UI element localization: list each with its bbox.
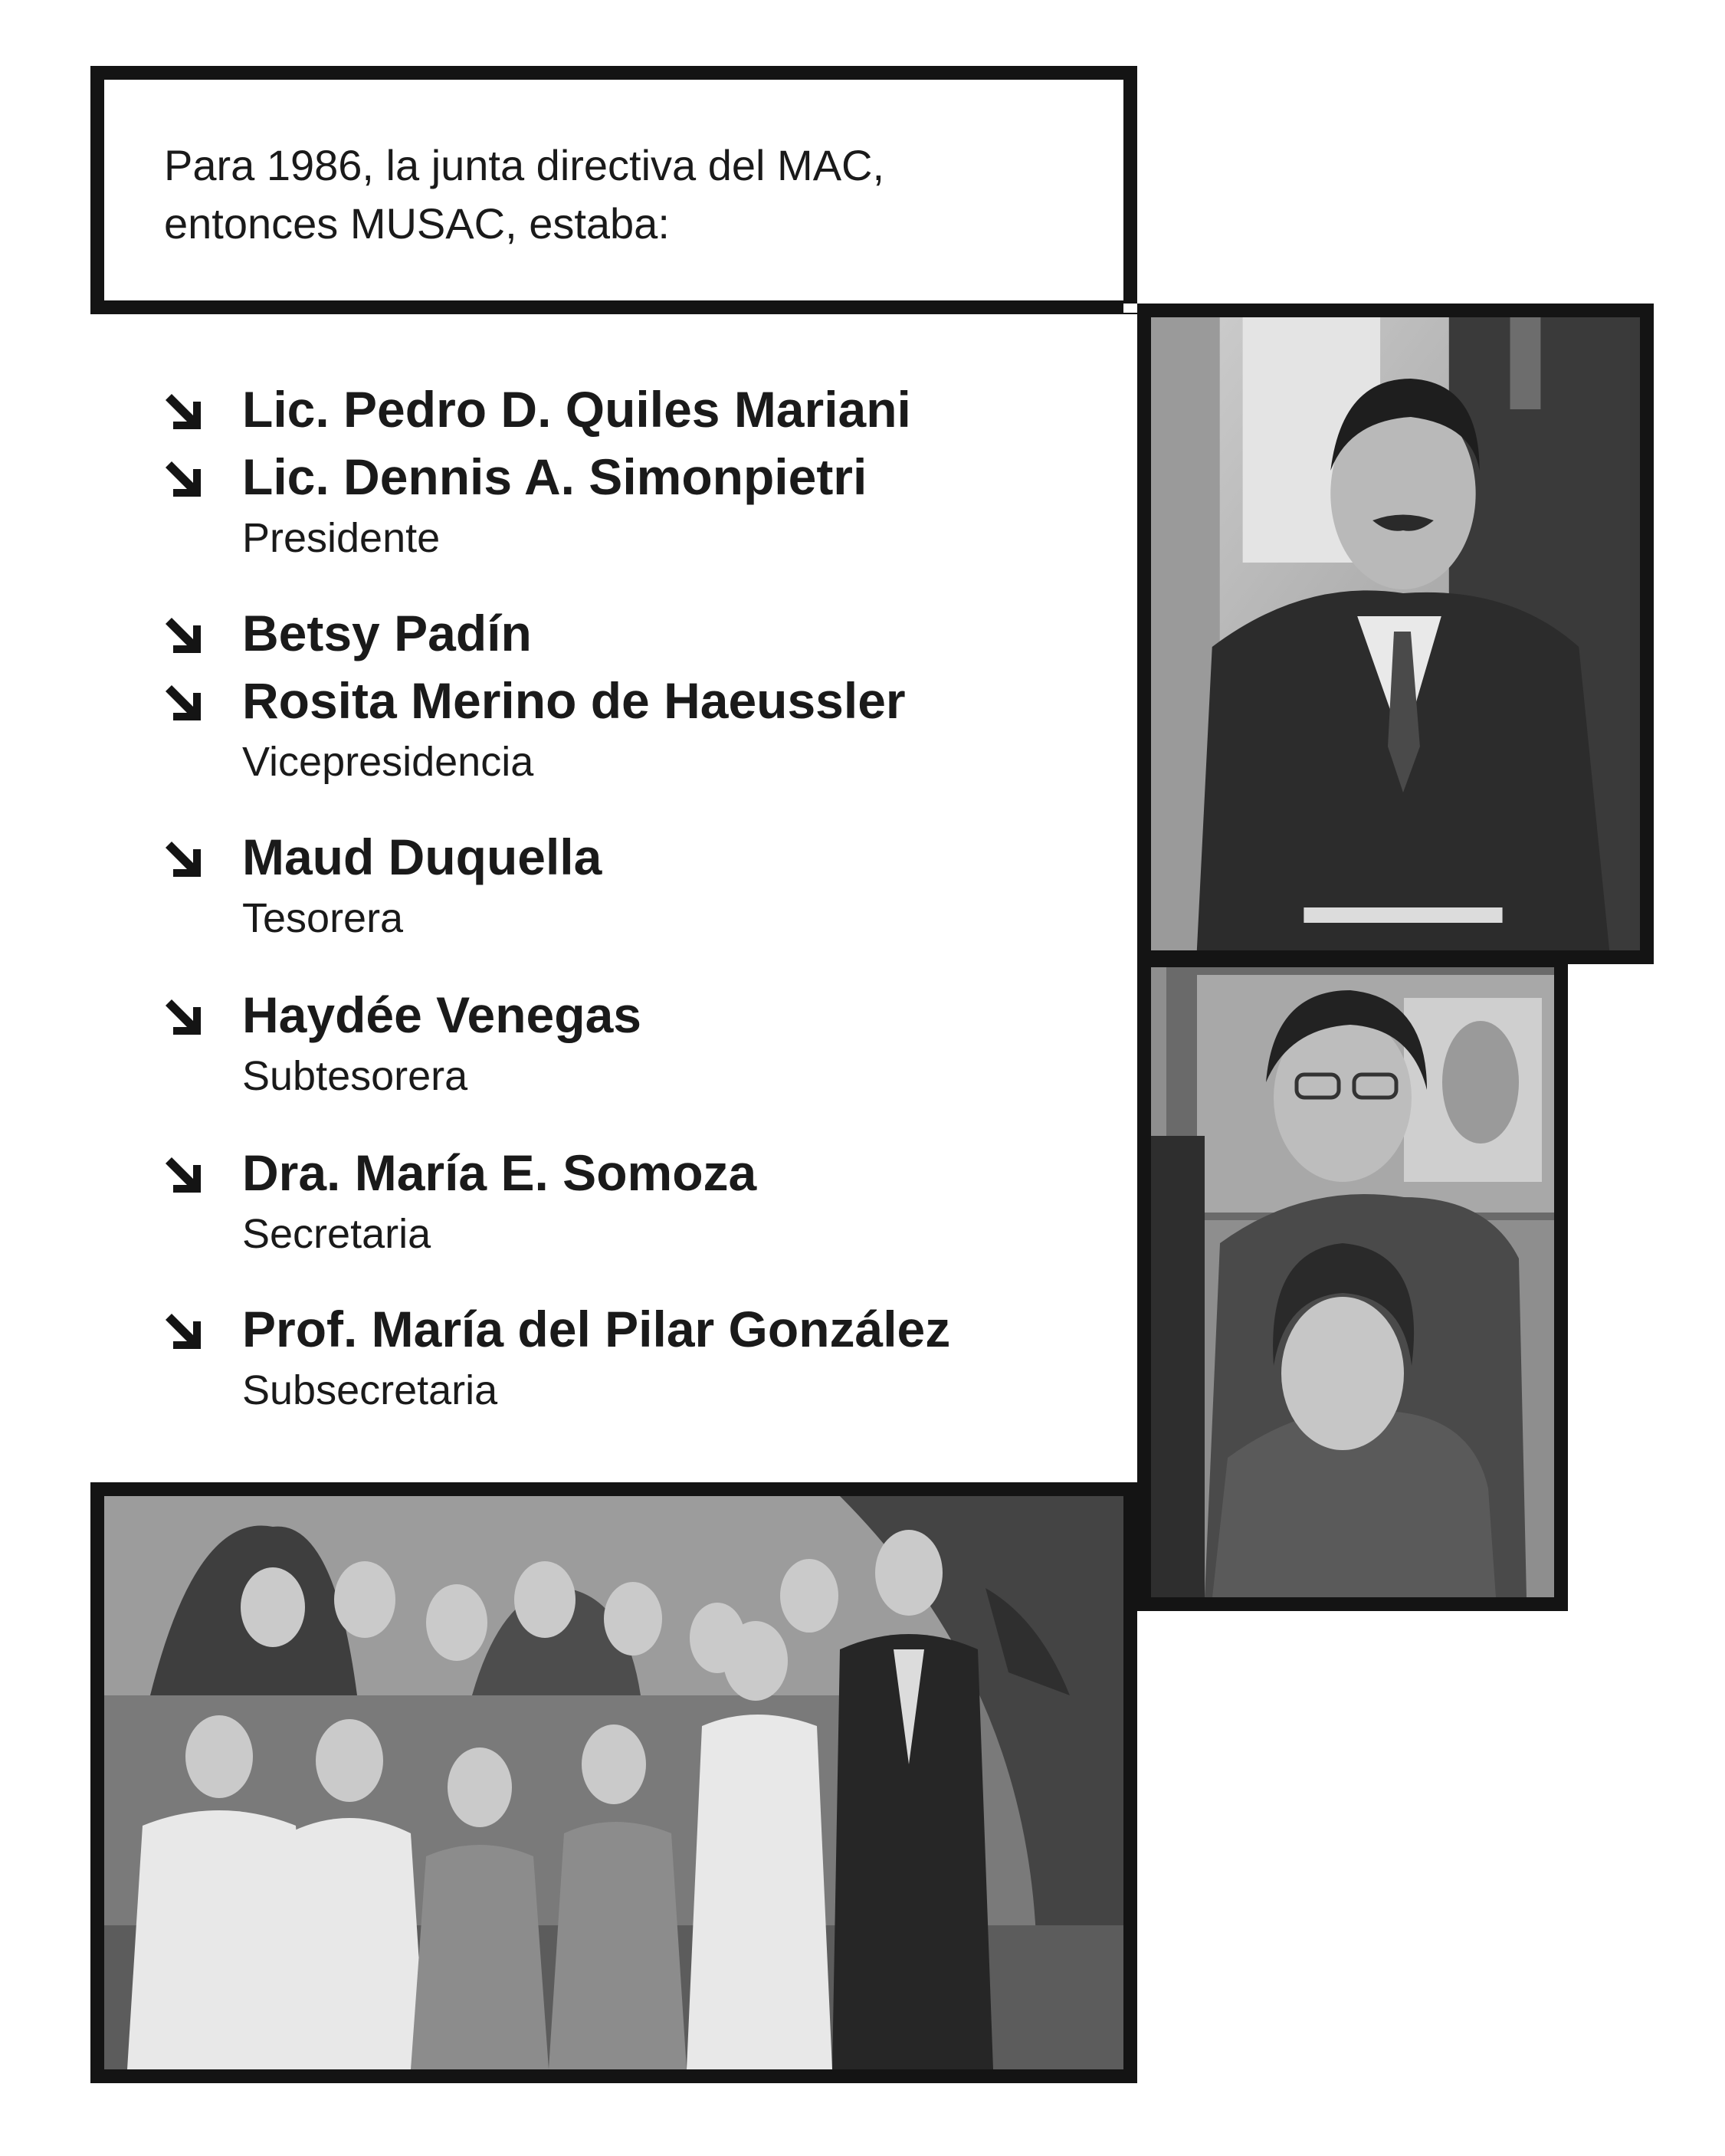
member-name: Haydée Venegas (242, 986, 641, 1043)
member-name: Lic. Pedro D. Quiles Mariani (242, 381, 911, 438)
member-row (164, 981, 1130, 1048)
photo-board-group (90, 1482, 1137, 2083)
arrow-down-right-icon (164, 1156, 202, 1194)
member-role: Tesorera (242, 895, 404, 941)
member-name: Betsy Padín (242, 605, 532, 661)
member-role: Subtesorera (242, 1053, 468, 1099)
member-name: Maud Duquella (242, 829, 602, 885)
portrait-image (1151, 317, 1640, 950)
arrow-down-right-icon (164, 998, 202, 1036)
member-group-subtesorera (164, 981, 1130, 1104)
member-role: Subsecretaria (242, 1367, 498, 1413)
member-name: Lic. Dennis A. Simonpietri (242, 448, 867, 505)
intro-line-1: Para 1986, la junta directiva del MAC, (164, 141, 885, 189)
member-row (164, 1139, 1130, 1206)
arrow-down-right-icon (164, 840, 202, 878)
member-name: Dra. María E. Somoza (242, 1144, 757, 1201)
member-role: Presidente (242, 515, 441, 561)
member-group-subsecretaria (164, 1295, 1130, 1418)
member-group-vicepresidencia (164, 599, 1130, 789)
photo-board-president (1137, 304, 1654, 964)
member-name: Rosita Merino de Haeussler (242, 672, 906, 729)
member-row (164, 1295, 1130, 1363)
intro-text (164, 136, 1045, 253)
member-row (164, 667, 1130, 734)
arrow-down-right-icon (164, 684, 202, 722)
member-row (164, 823, 1130, 891)
member-row (164, 599, 1130, 667)
member-group-tesorera (164, 823, 1130, 946)
member-role: Vicepresidencia (242, 739, 534, 785)
group-photo-image (104, 1496, 1123, 2069)
member-group-presidente (164, 376, 1130, 566)
arrow-down-right-icon (164, 392, 202, 431)
intro-line-2: entonces MUSAC, estaba: (164, 199, 670, 248)
member-group-secretaria (164, 1139, 1130, 1262)
member-role: Secretaria (242, 1211, 431, 1257)
portrait-image (1151, 967, 1554, 1597)
photo-board-vicepresidents (1137, 953, 1568, 1611)
member-row (164, 376, 1130, 443)
arrow-down-right-icon (164, 616, 202, 655)
frame-joint (1123, 304, 1137, 313)
member-row (164, 443, 1130, 510)
arrow-down-right-icon (164, 460, 202, 498)
member-name: Prof. María del Pilar González (242, 1301, 951, 1357)
arrow-down-right-icon (164, 1312, 202, 1350)
